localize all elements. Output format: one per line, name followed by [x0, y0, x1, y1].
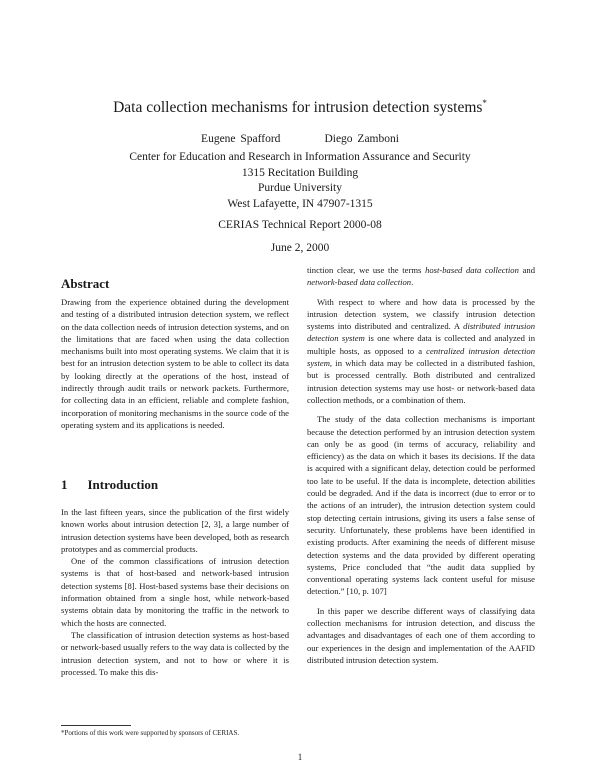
- section-title: Introduction: [87, 477, 159, 492]
- abstract-heading: Abstract: [61, 276, 110, 291]
- paragraph: In this paper we describe different ways of classifying data collection mechanisms for intrusion detection, and discuss the advantages and disadvantages of each one of them according to our experiences in the design and implementation of the AAFID distributed intrusion detection system.: [307, 605, 535, 665]
- paragraph: The study of the data collection mechanisms is important because the detection performed by an intrusion detection system can only be as good (in terms of accuracy, reliability and efficiency) as the data on which it bases its decisions. If the data is acquired with a significant delay, detection could be performed too late to be useful. If the data is incomplete, detection abilities could be degraded. And if the data is incorrect (due to error or to the actions of an intruder), the intrusion detection system could stop detecting certain intrusions, giving its users a false sense of security. Unfortunately, these problems have been identified in existing products. After examining the needs of different misuse detection systems and the data provided by different operating systems, Price concluded that “the audit data supplied by conventional operating systems lack content useful for misuse detection.” [10, p. 107]: [307, 414, 535, 597]
- author-name: Diego Zamboni: [324, 133, 399, 145]
- affiliation-block: [40, 150, 560, 212]
- affiliation-line: 1315 Recitation Building: [241, 166, 359, 179]
- paragraph: tinction clear, we use the terms host-based data collection and network-based data collection.: [307, 265, 535, 288]
- author-name: Eugene Spafford: [201, 133, 281, 145]
- section-number: 1: [61, 477, 68, 492]
- right-column: [307, 264, 535, 666]
- footnote-rule: [61, 725, 131, 726]
- affiliation-line: West Lafayette, IN 47907-1315: [227, 197, 373, 210]
- abstract-body: [61, 296, 289, 431]
- paragraph: With respect to where and how data is processed by the intrusion detection system, we classify intrusion detection systems into distributed and centralized. A distributed intrusion detection system is one where data is collected and analyzed in multiple hosts, as opposed to a centralized intrusion detection system, in which data may be collected in a distributed fashion, but is processed centrally. Both distributed and centralized intrusion detection systems may use host- or network-based data collection methods, or a combination of them.: [307, 296, 535, 405]
- paper-date: June 2, 2000: [270, 242, 330, 254]
- title-footnote-mark: *: [482, 98, 487, 108]
- footnote: *Portions of this work were supported by sponsors of CERIAS.: [61, 729, 240, 737]
- paragraph: One of the common classifications of intrusion detection systems is that of host-based and network-based intrusion detection systems [8]. Host-based systems base their decisions on information obtained from a single host, while network-based systems obtain data by monitoring the traffic in the network to which the hosts are connected.: [61, 556, 289, 628]
- affiliation-line: Purdue University: [257, 182, 342, 195]
- paragraph: The classification of intrusion detection systems as host-based or network-based usually refers to the way data is collected by the intrusion detection system, and not to how or where it is processed. To make this dis-: [61, 629, 289, 677]
- report-number: CERIAS Technical Report 2000-08: [218, 219, 382, 231]
- page-number: 1: [297, 752, 303, 762]
- intro-body: [61, 506, 289, 678]
- intro-heading: [61, 477, 158, 493]
- paper-title: Data collection mechanisms for intrusion detection systems*: [113, 98, 487, 117]
- affiliation-line: Center for Education and Research in Information Assurance and Security: [129, 151, 471, 163]
- author-list: [40, 133, 560, 145]
- paragraph: In the last fifteen years, since the publication of the first widely known works about intrusion detection [2, 3], a large number of intrusion detection systems have been developed, both as research prototypes and as commercial products.: [61, 507, 289, 554]
- abstract-text: Drawing from the experience obtained during the development and testing of a distributed intrusion detection system, we reflect on the data collection needs of intrusion detection systems, and on the limitations that are faced when using the data collection mechanisms built into most operating systems. We claim that it is best for an intrusion detection system to be able to collect its data by looking directly at the operations of the host, instead of indirectly through audit trails or network packets. Furthermore, for collecting data in an efficient, reliable and complete fashion, incorporation of monitoring mechanisms in the source code of the operating system and its applications is needed.: [61, 297, 289, 430]
